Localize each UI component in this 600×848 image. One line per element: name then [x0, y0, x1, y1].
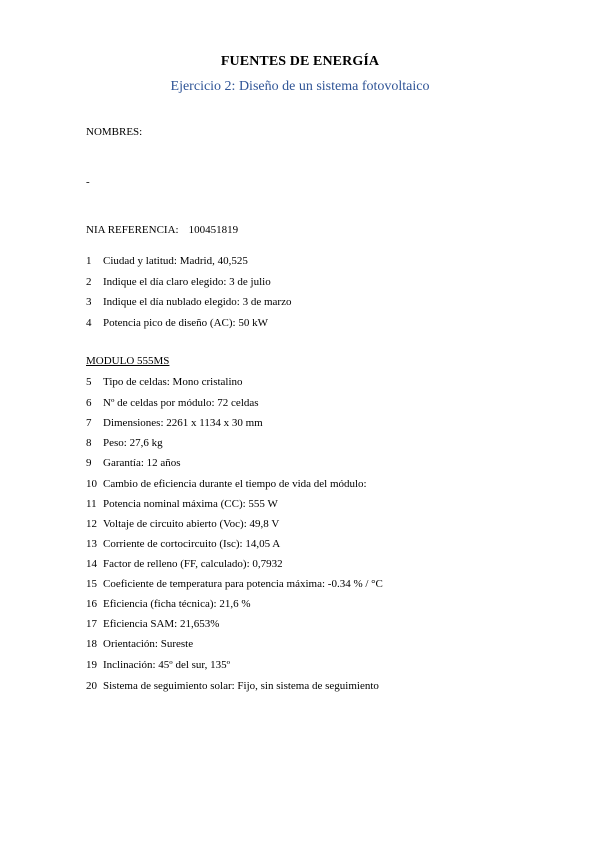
item-number: 13: [86, 538, 97, 550]
item-number: 2: [86, 276, 92, 288]
list-item: Nº de celdas por módulo: 72 celdas: [103, 397, 259, 409]
item-number: 6: [86, 397, 92, 409]
list-item: Voltaje de circuito abierto (Voc): 49,8 V: [103, 518, 280, 530]
item-number: 20: [86, 680, 97, 692]
item-number: 19: [86, 659, 97, 671]
item-number: 18: [86, 638, 97, 650]
list-item: Factor de relleno (FF, calculado): 0,7932: [103, 558, 283, 570]
item-number: 10: [86, 478, 97, 490]
nia-row: [86, 224, 238, 236]
list-item: Cambio de eficiencia durante el tiempo de vida del módulo:: [103, 478, 367, 490]
list-item: Eficiencia SAM: 21,653%: [103, 618, 220, 630]
item-number: 14: [86, 558, 97, 570]
names-bullet: -: [86, 176, 90, 188]
item-number: 12: [86, 518, 97, 530]
item-number: 17: [86, 618, 97, 630]
names-label: NOMBRES:: [86, 126, 143, 138]
item-number: 4: [86, 317, 92, 329]
list-item: Potencia nominal máxima (CC): 555 W: [103, 498, 278, 510]
item-number: 3: [86, 296, 92, 308]
page-title: FUENTES DE ENERGÍA: [220, 54, 380, 69]
item-number: 8: [86, 437, 92, 449]
item-number: 9: [86, 457, 92, 469]
list-item: Inclinación: 45º del sur, 135º: [103, 659, 231, 671]
list-item: Corriente de cortocircuito (Isc): 14,05 A: [103, 538, 281, 550]
list-item: Coeficiente de temperatura para potencia máxima: -0.34 % / °C: [103, 578, 383, 590]
nia-value: 100451819: [188, 224, 239, 236]
list-item: Eficiencia (ficha técnica): 21,6 %: [103, 598, 251, 610]
list-item: Tipo de celdas: Mono cristalino: [103, 376, 243, 388]
list-item: Dimensiones: 2261 x 1134 x 30 mm: [103, 417, 263, 429]
item-number: 1: [86, 255, 92, 267]
nia-label: NIA REFERENCIA:: [86, 224, 179, 236]
module-heading: MODULO 555MS: [86, 355, 170, 367]
item-number: 7: [86, 417, 92, 429]
list-item: Orientación: Sureste: [103, 638, 194, 650]
item-number: 16: [86, 598, 97, 610]
list-item: Indique el día nublado elegido: 3 de marzo: [103, 296, 292, 308]
list-item: Potencia pico de diseño (AC): 50 kW: [103, 317, 268, 329]
list-item: Ciudad y latitud: Madrid, 40,525: [103, 255, 248, 267]
list-item: Sistema de seguimiento solar: Fijo, sin sistema de seguimiento: [103, 680, 379, 692]
list-item: Peso: 27,6 kg: [103, 437, 163, 449]
item-number: 5: [86, 376, 92, 388]
page-subtitle: Ejercicio 2: Diseño de un sistema fotovoltaico: [170, 79, 430, 94]
list-item: Indique el día claro elegido: 3 de julio: [103, 276, 271, 288]
item-number: 11: [86, 498, 97, 510]
item-number: 15: [86, 578, 97, 590]
list-item: Garantía: 12 años: [103, 457, 181, 469]
